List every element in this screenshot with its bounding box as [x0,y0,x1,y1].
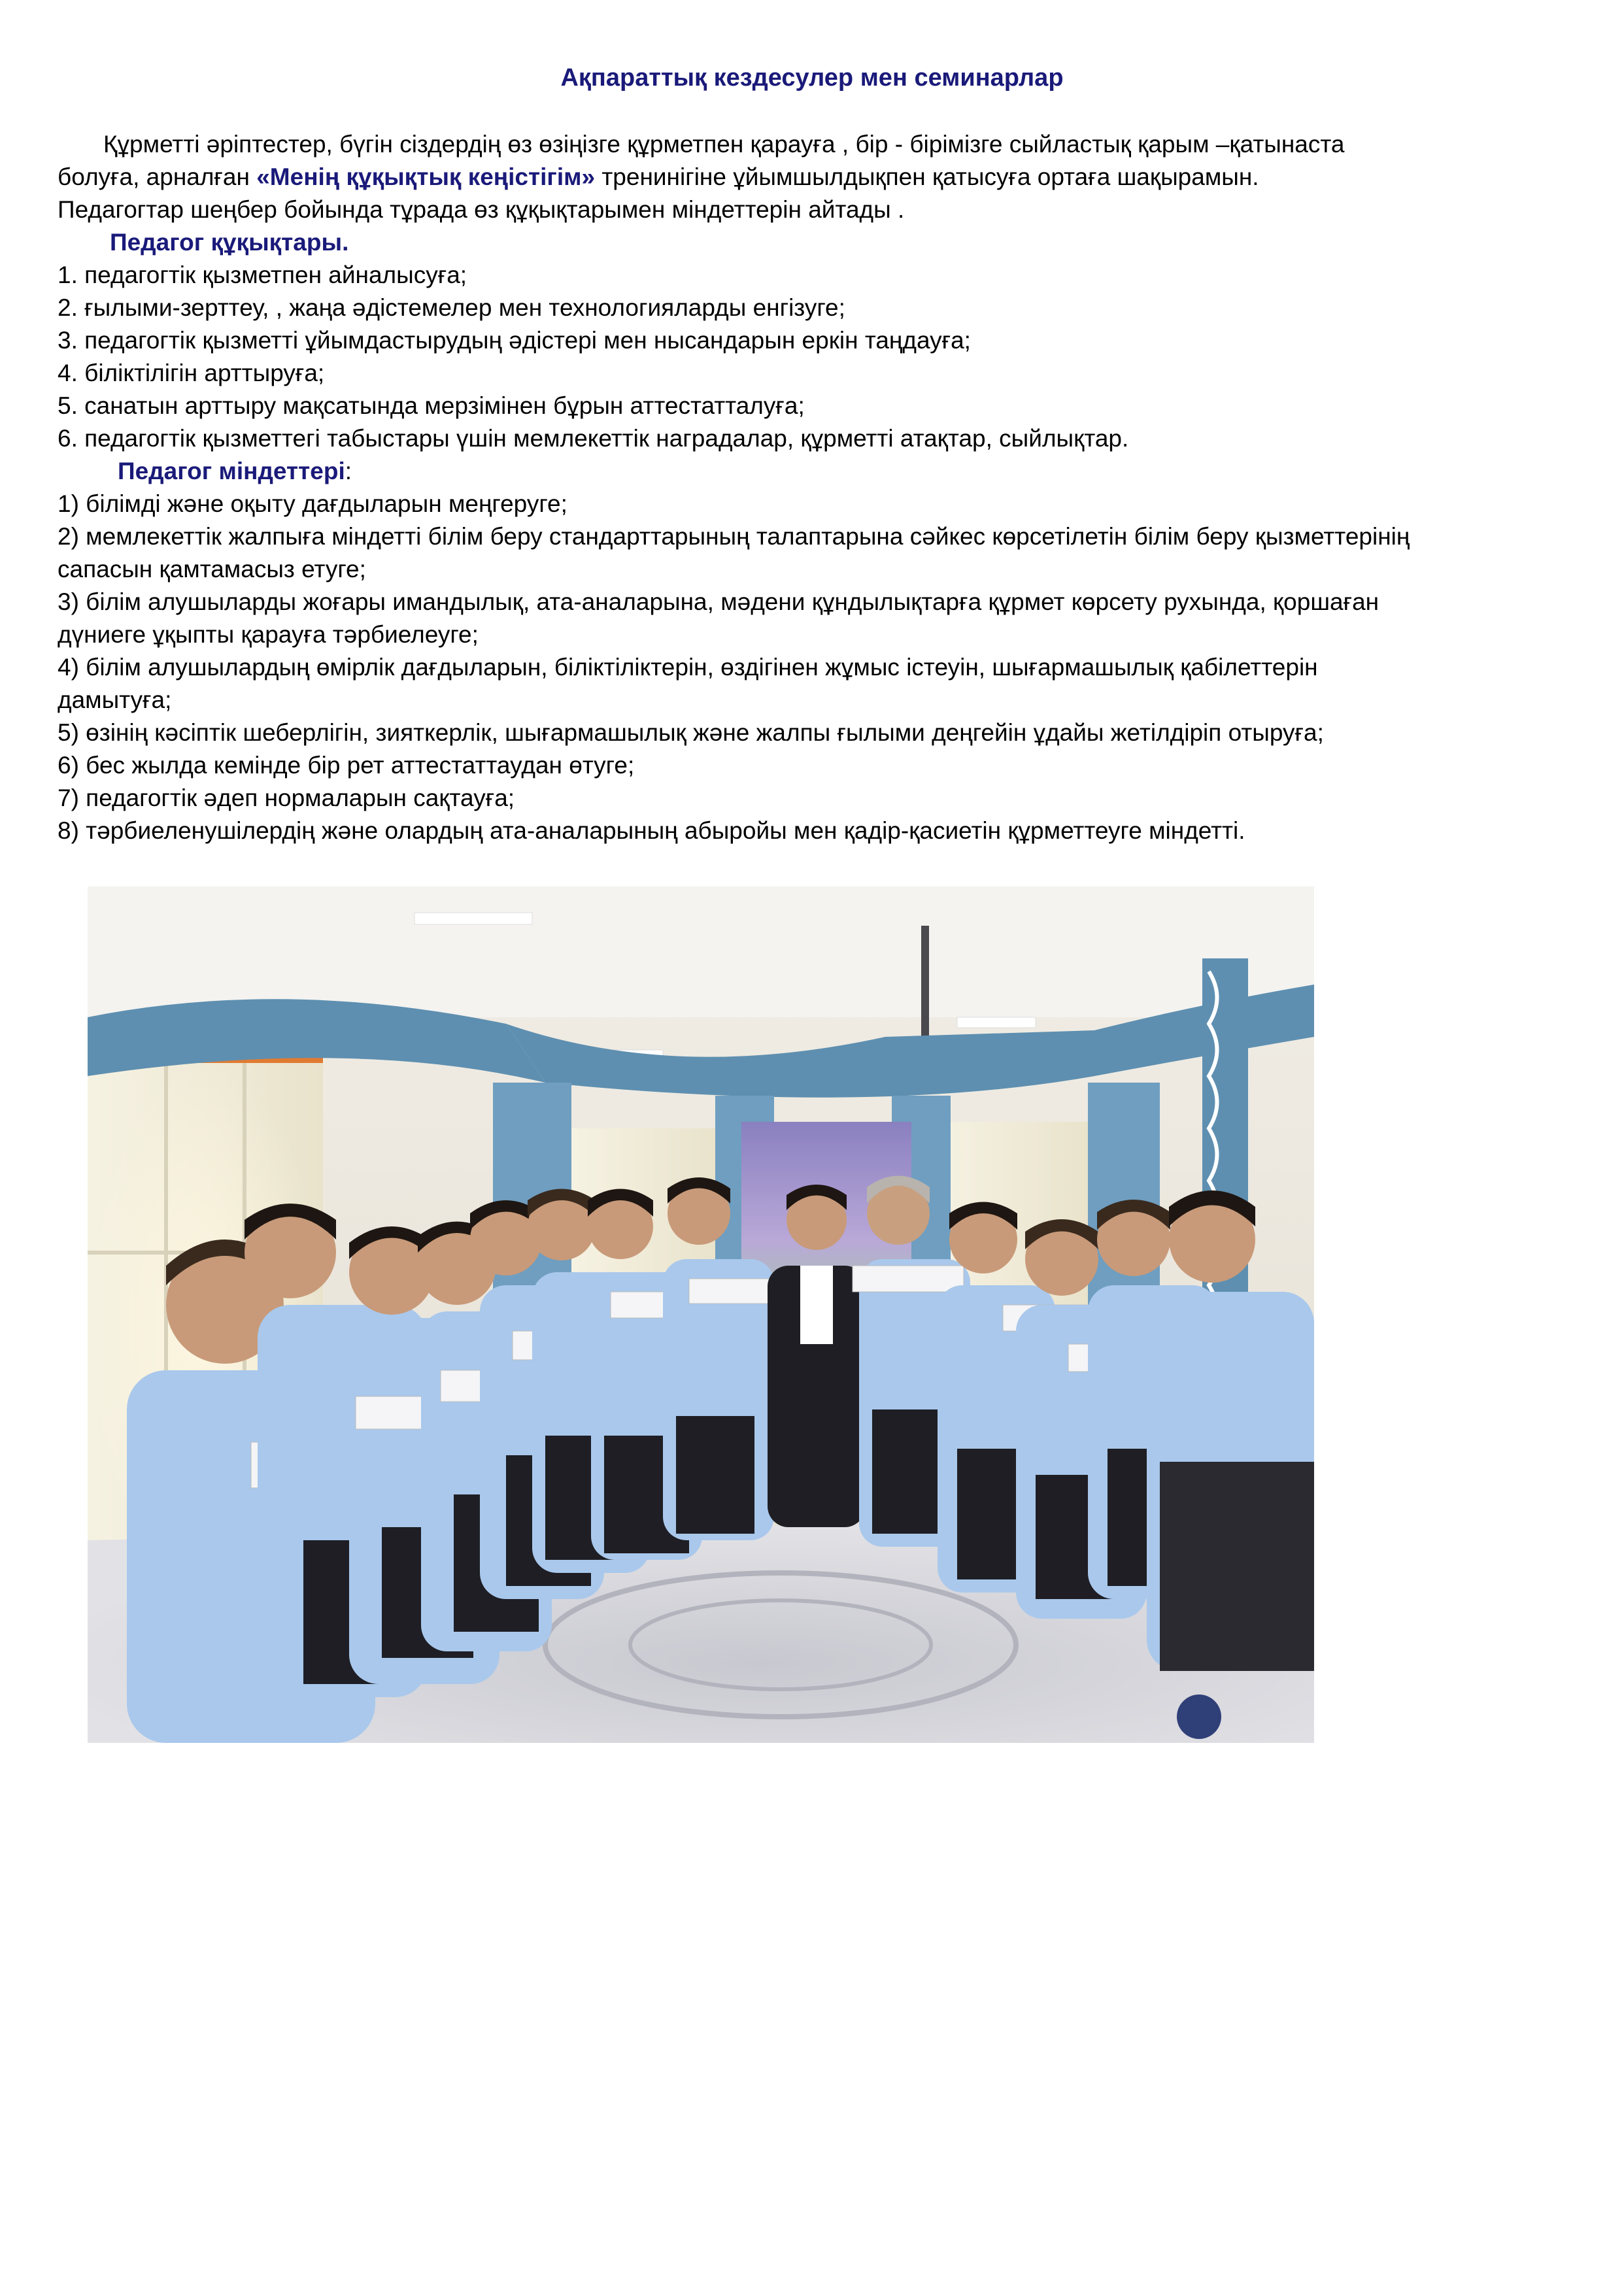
duties-item: 1) білімді және оқыту дағдыларын меңгеруге; [58,490,567,517]
intro-line-3: Педагогтар шеңбер бойында тұрада өз құқықтарымен міндеттерін айтады . [58,196,905,223]
duties-item: 6) бес жылда кемінде бір рет аттестаттаудан өтуге; [58,752,635,779]
duties-item-continued: дамытуға; [58,686,172,713]
duties-item: 3) білім алушыларды жоғары имандылық, ата-аналарына, мәдени құндылықтарға құрмет көрсету рухында, қоршаған [58,588,1379,615]
duties-item-continued: дүниеге ұқыпты қарауға тәрбиелеуге; [58,621,479,648]
intro-line-2 [58,161,1587,194]
rights-item: 3. педагогтік қызметті ұйымдастырудың әдістері мен нысандарын еркін таңдауға; [58,327,971,354]
rights-item: 1. педагогтік қызметпен айналысуға; [58,261,467,288]
page-title: Ақпараттық кездесулер мен семинарлар [560,64,1064,92]
duties-item: 8) тәрбиеленушілердің және олардың ата-аналарының абыройы мен қадір-қасиетін құрметтеуге міндетті. [58,817,1245,844]
intro-line-1: Құрметті әріптестер, бүгін сіздердің өз өзіңізге құрметпен қарауға , бір - бірімізге сыйластық қарым –қатынаста [103,131,1345,158]
duties-heading-colon: : [345,458,352,484]
intro-line-2-end: тренинігіне ұйымшылдықпен қатысуға ортаға шақырамын. [595,163,1259,190]
group-photo [88,886,1314,1743]
rights-item: 5. санатын арттыру мақсатында мерзімінен бұрын аттестатталуға; [58,392,805,419]
rights-item: 4. біліктілігін арттыруға; [58,360,325,386]
duties-heading: Педагог міндеттері [118,458,345,484]
duties-item: 7) педагогтік әдеп нормаларын сақтауға; [58,784,515,811]
training-title: «Менің құқықтық кеңістігім» [256,163,596,190]
duties-item: 4) білім алушылардың өмірлік дағдыларын, біліктіліктерін, өздігінен жұмыс істеуін, шығармашылық қабілеттерін [58,654,1318,681]
duties-item: 5) өзінің кәсіптік шеберлігін, зияткерлік, шығармашылық және жалпы ғылыми деңгейін ұдайы жетілдіріп отыруға; [58,719,1324,746]
rights-heading: Педагог құқықтары. [110,229,349,256]
rights-item: 6. педагогтік қызметтегі табыстары үшін мемлекеттік наградалар, құрметті атақтар, сыйлықтар. [58,425,1129,452]
duties-item: 2) мемлекеттік жалпыға міндетті білім беру стандарттарының талаптарына сәйкес көрсетілетін білім беру қызметтерінің [58,523,1410,550]
document-body [58,128,1587,847]
intro-line-2-start: болуға, арналған [58,163,257,190]
duties-heading-line [58,455,1587,488]
rights-item: 2. ғылыми-зерттеу, , жаңа әдістемелер мен технологияларды енгізуге; [58,294,845,321]
duties-item-continued: сапасын қамтамасыз етуге; [58,556,366,582]
